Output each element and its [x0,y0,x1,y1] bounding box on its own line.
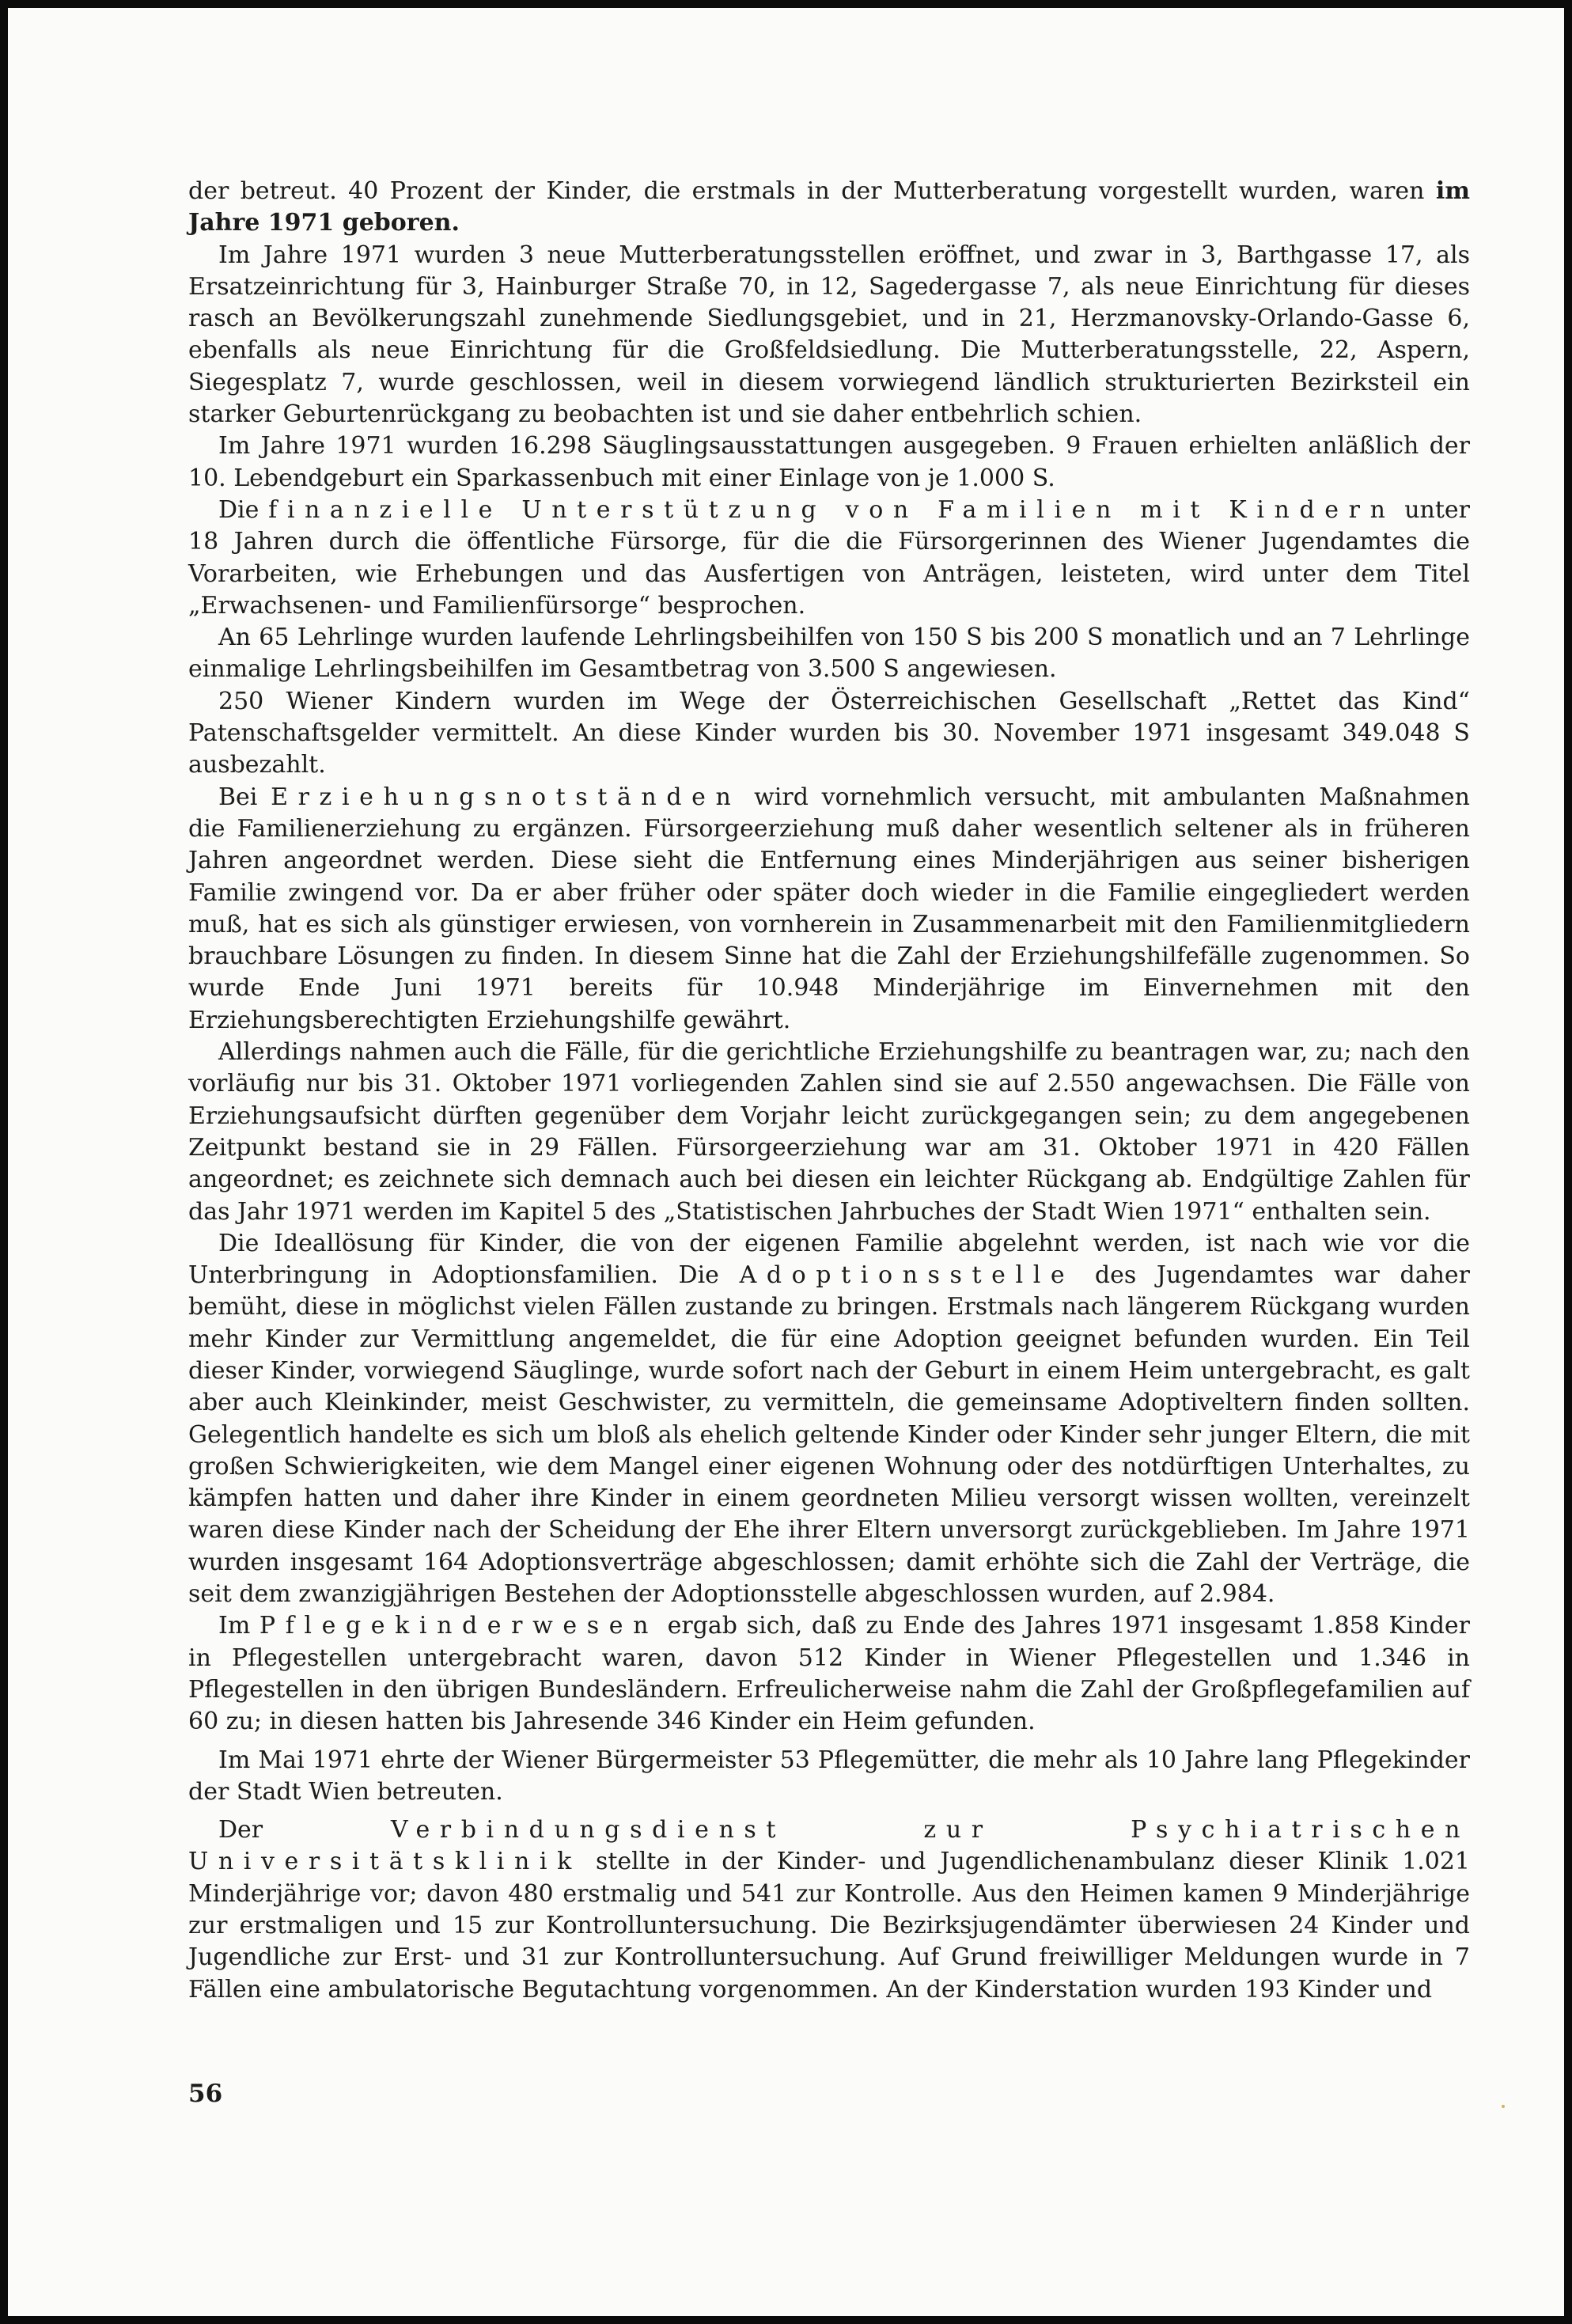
spaced-emphasis: Pflegekinderwesen [259,1612,658,1640]
text-run: unter 18 Jahren durch die öffentliche Fürsorge, für die die Fürsorgerinnen des Wiener Jugendamtes die Vorarbeiten, wie Erhebungen und das Ausfertigen von Anträgen, leisteten, wird unter dem Titel „Erwachsenen- und Familienfürsorge“ besprochen. [188,495,1471,620]
paragraph-saeuglingsausstattungen: Im Jahre 1971 wurden 16.298 Säuglingsausstattungen ausgegeben. 9 Frauen erhielten anläßlich der 10. Lebendgeburt ein Sparkassenbuch mit einer Einlage von je 1.000 S. [188,432,1470,492]
text-run: Der [218,1816,391,1844]
text-run: stellte in der Kinder- und Jugendlichenambulanz dieser Klinik 1.021 Minderjährige vor; davon 480 erstmalig und 541 zur Kontrolle. Aus den Heimen kamen 9 Minderjährige zur erstmaligen und 15 zur Kontrolluntersuchung. Die Bezirksjugendämter überwiesen 24 Kinder und Jugendliche zur Erst- und 31 zur Kontrolluntersuchung. Auf Grund freiwilliger Meldungen wurde in 7 Fällen eine ambulatorische Begutachtung vorgenommen. An der Kinderstation wurden 193 Kinder und [188,1848,1470,2004]
text-run: Bei [218,783,271,811]
paragraph-finanzielle-unterstuetzung [188,495,1470,622]
spaced-emphasis: Erziehungsnotständen [271,783,741,811]
bold-phrase: im Jahre 1971 geboren. [188,177,1470,237]
text-run: des Jugendamtes war daher bemüht, diese in möglichst vielen Fällen zustande zu bringen. Erstmals nach längerem Rückgang wurden mehr Kinder zur Vermittlung angemeldet, die für eine Adoption geeignet befunden wurden. Ein Teil dieser Kinder, vorwiegend Säuglinge, wurde sofort nach der Geburt in einem Heim untergebracht, es galt aber auch Kleinkinder, meist Geschwister, zu vermitteln, die gemeinsame Adoptiveltern finden sollten. Gelegentlich handelte es sich um bloß als ehelich geltende Kinder oder Kinder sehr junger Eltern, die mit großen Schwierigkeiten, wie dem Mangel einer eigenen Wohnung oder des notdürftigen Unterhaltes, zu kämpfen hatten und daher ihre Kinder in einem geordneten Milieu versorgt wissen wollten, vereinzelt waren diese Kinder nach der Scheidung der Ehe ihrer Eltern unversorgt zurückgeblieben. Im Jahre 1971 wurden insgesamt 164 Adoptionsverträge abgeschlossen; damit erhöhte sich die Zahl der Verträge, die seit dem zwanzigjährigen Bestehen der Adoptionsstelle abgeschlossen wurden, auf 2.984. [188,1261,1470,1609]
text-run: der betreut. 40 Prozent der Kinder, die erstmals in der Mutterberatung vorgestellt wurden, waren [188,177,1436,205]
paragraph-mutterberatung-intro [188,176,1470,240]
text-run: Die [218,495,269,524]
paragraph-patenschaftsgelder: 250 Wiener Kindern wurden im Wege der Österreichischen Gesellschaft „Rettet das Kind“ Patenschaftsgelder vermittelt. An diese Kinder wurden bis 30. November 1971 insgesamt 349.048 S ausbezahlt. [188,687,1470,779]
paragraph-erziehungshilfe: Allerdings nahmen auch die Fälle, für die gerichtliche Erziehungshilfe zu beantragen war, zu; nach den vorläufig nur bis 31. Oktober 1971 vorliegenden Zahlen sind sie auf 2.550 angewachsen. Die Fälle von Erziehungsaufsicht dürften gegenüber dem Vorjahr leicht zurückgegangen sein; zu dem angegebenen Zeitpunkt bestand sie in 29 Fällen. Fürsorgeerziehung war am 31. Oktober 1971 in 420 Fällen angeordnet; es zeichnete sich demnach auch bei diesen ein leichter Rückgang ab. Endgültige Zahlen für das Jahr 1971 werden im Kapitel 5 des „Statistischen Jahrbuches der Stadt Wien 1971“ enthalten sein. [188,1038,1470,1226]
spaced-emphasis: Adoptionsstelle [739,1261,1075,1290]
body-text [188,176,1470,2006]
spaced-emphasis: Verbindungsdienst zur Psychiatrischen Universitätsklinik [188,1816,1470,1876]
paragraph-verbindungsdienst [188,1814,1470,2006]
text-run: Im [218,1612,259,1640]
text-run: ergab sich, daß zu Ende des Jahres 1971 insgesamt 1.858 Kinder in Pflegestellen untergebracht waren, davon 512 Kinder in Wiener Pflegestellen und 1.346 in Pflegestellen in den übrigen Bundesländern. Erfreulicherweise nahm die Zahl der Großpflegefamilien auf 60 zu; in diesen hatten bis Jahresende 346 Kinder ein Heim gefunden. [188,1612,1471,1736]
paragraph-mutterberatungsstellen: Im Jahre 1971 wurden 3 neue Mutterberatungsstellen eröffnet, und zwar in 3, Barthgasse 17, als Ersatzeinrichtung für 3, Hainburger Straße 70, in 12, Sagedergasse 7, als neue Einrichtung für dieses rasch an Bevölkerungszahl zunehmende Siedlungsgebiet, und in 21, Herzmanovsky-Orlando-Gasse 6, ebenfalls als neue Einrichtung für die Großfeldsiedlung. Die Mutterberatungsstelle, 22, Aspern, Siegesplatz 7, wurde geschlossen, weil in diesem vorwiegend ländlich strukturierten Bezirksteil ein starker Geburtenrückgang zu beobachten ist und sie daher entbehrlich schien. [188,241,1470,429]
paragraph-pflegemuetter: Im Mai 1971 ehrte der Wiener Bürgermeister 53 Pflegemütter, die mehr als 10 Jahre lang Pflegekinder der Stadt Wien betreuten. [188,1746,1470,1806]
paragraph-adoptionsstelle [188,1228,1470,1611]
paragraph-lehrlingsbeihilfen: An 65 Lehrlinge wurden laufende Lehrlingsbeihilfen von 150 S bis 200 S monatlich und an 7 Lehrlinge einmalige Lehrlingsbeihilfen im Gesamtbetrag von 3.500 S angewiesen. [188,624,1470,684]
text-run: wird vornehmlich versucht, mit ambulanten Maßnahmen die Familienerziehung zu ergänzen. Fürsorgeerziehung muß daher wesentlich seltener als in früheren Jahren angeordnet werden. Diese sieht die Entfernung eines Minderjährigen aus seiner bisherigen Familie zwingend vor. Da er aber früher oder später doch wieder in die Familie eingegliedert werden muß, hat es sich als günstiger erwiesen, von vornherein in Zusammenarbeit mit den Familienmitgliedern brauchbare Lösungen zu finden. In diesem Sinne hat die Zahl der Erziehungshilfefälle zugenommen. So wurde Ende Juni 1971 bereits für 10.948 Minderjährige im Einvernehmen mit den Erziehungsberechtigten Erziehungshilfe gewährt. [188,783,1470,1034]
spaced-emphasis: finanzielle Unterstützung von Familien mit Kindern [268,495,1396,524]
text-run: Die Ideallösung für Kinder, die von der eigenen Familie abgelehnt werden, ist nach wie vor die Unterbringung in Adoptionsfamilien. Die [188,1229,1470,1290]
paragraph-pflegekinderwesen [188,1610,1470,1738]
page-number: 56 [188,2079,223,2108]
paragraph-erziehungsnotstaende [188,782,1470,1037]
page [8,8,1564,2316]
paper-speck [1502,2105,1505,2108]
